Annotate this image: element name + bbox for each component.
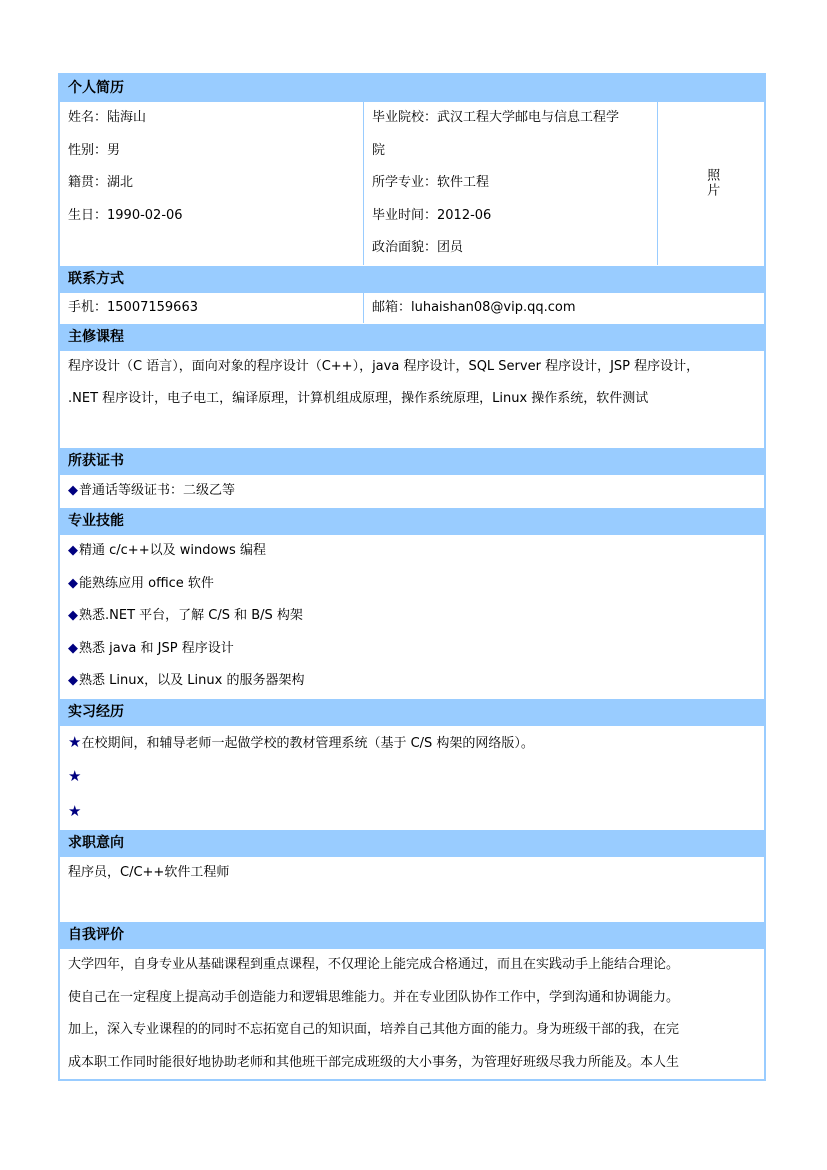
eval-line: 大学四年，自身专业从基础课程到重点课程，不仅理论上能完成合格通过，而且在实践动手上能结合理论。 xyxy=(68,957,680,972)
intern-body xyxy=(60,725,764,830)
diamond-bullet-icon: ◆ xyxy=(68,673,78,688)
diamond-bullet-icon: ◆ xyxy=(68,575,78,591)
section-header-skills: 专业技能 xyxy=(60,507,764,534)
intent-body xyxy=(60,856,764,921)
name-field: 姓名：陆海山 xyxy=(68,110,147,125)
eval-line: 加上，深入专业课程的的同时不忘拓宽自己的知识面，培养自己其他方面的能力。身为班级干部的我，在完 xyxy=(68,1022,680,1037)
eval-line: 使自己在一定程度上提高动手创造能力和逻辑思维能力。并在专业团队协作工作中，学到沟通和协调能力。 xyxy=(68,989,680,1005)
courses-line: .NET 程序设计，电子电工，编译原理，计算机组成原理，操作系统原理，Linux 操作系统，软件测试 xyxy=(68,391,649,406)
skill-item xyxy=(68,665,756,698)
diamond-bullet-icon: ◆ xyxy=(68,482,78,498)
diamond-bullet-icon: ◆ xyxy=(68,640,78,656)
intern-item xyxy=(68,760,756,795)
intern-item xyxy=(68,795,756,830)
skill-text: 精通 c/c++以及 windows 编程 xyxy=(79,543,266,558)
skill-item xyxy=(68,633,756,666)
section-header-contact: 联系方式 xyxy=(60,265,764,292)
section-header-eval: 自我评价 xyxy=(60,921,764,948)
skills-body xyxy=(60,534,764,698)
intent-text: 程序员，C/C++软件工程师 xyxy=(68,865,230,880)
personal-education-column xyxy=(364,102,658,265)
diamond-bullet-icon: ◆ xyxy=(68,608,78,623)
political-field: 政治面貌：团员 xyxy=(372,240,464,255)
diamond-bullet-icon: ◆ xyxy=(68,543,78,558)
skill-text: 熟悉 Linux，以及 Linux 的服务器架构 xyxy=(79,673,305,688)
star-bullet-icon: ★ xyxy=(68,801,82,820)
eval-body xyxy=(60,948,764,1079)
grad-time-field: 毕业时间：2012-06 xyxy=(372,207,492,223)
intern-item xyxy=(68,726,756,761)
photo-placeholder: 照片 xyxy=(704,168,720,199)
contact-grid xyxy=(60,292,764,323)
gender-field: 性别：男 xyxy=(68,142,121,158)
hometown-field: 籍贯：湖北 xyxy=(68,175,134,190)
section-header-courses: 主修课程 xyxy=(60,323,764,350)
personal-info-grid xyxy=(60,101,764,265)
section-header-intern: 实习经历 xyxy=(60,698,764,725)
personal-basic-column xyxy=(60,102,364,265)
courses-line: 程序设计（C 语言），面向对象的程序设计（C++），java 程序设计，SQL Server 程序设计，JSP 程序设计， xyxy=(68,358,700,374)
eval-line: 成本职工作同时能很好地协助老师和其他班干部完成班级的大小事务，为管理好班级尽我力所能及。本人生 xyxy=(68,1054,680,1070)
skill-text: 能熟练应用 office 软件 xyxy=(79,575,214,591)
skill-item xyxy=(68,568,756,601)
skill-item xyxy=(68,600,756,633)
star-bullet-icon: ★ xyxy=(68,732,82,751)
star-bullet-icon: ★ xyxy=(68,767,82,785)
courses-body xyxy=(60,350,764,447)
skill-text: 熟悉 java 和 JSP 程序设计 xyxy=(79,640,234,656)
section-header-personal: 个人简历 xyxy=(60,75,764,101)
school-field-line2: 院 xyxy=(372,142,386,158)
cert-item xyxy=(68,475,756,508)
section-header-certs: 所获证书 xyxy=(60,447,764,474)
major-field: 所学专业：软件工程 xyxy=(372,175,490,190)
school-field-line1: 毕业院校：武汉工程大学邮电与信息工程学 xyxy=(372,110,620,125)
certs-body xyxy=(60,474,764,508)
skill-text: 熟悉.NET 平台，了解 C/S 和 B/S 构架 xyxy=(79,608,303,623)
phone-field: 手机：15007159663 xyxy=(60,293,364,323)
intern-text: 在校期间，和辅导老师一起做学校的教材管理系统（基于 C/S 构架的网络版）。 xyxy=(81,735,534,751)
skill-item xyxy=(68,535,756,568)
email-field: 邮箱：luhaishan08@vip.qq.com xyxy=(372,299,576,315)
photo-cell xyxy=(658,102,764,265)
section-header-intent: 求职意向 xyxy=(60,829,764,856)
resume-table xyxy=(58,73,766,1081)
cert-text: 普通话等级证书：二级乙等 xyxy=(79,482,236,498)
birthday-field: 生日：1990-02-06 xyxy=(68,207,183,223)
